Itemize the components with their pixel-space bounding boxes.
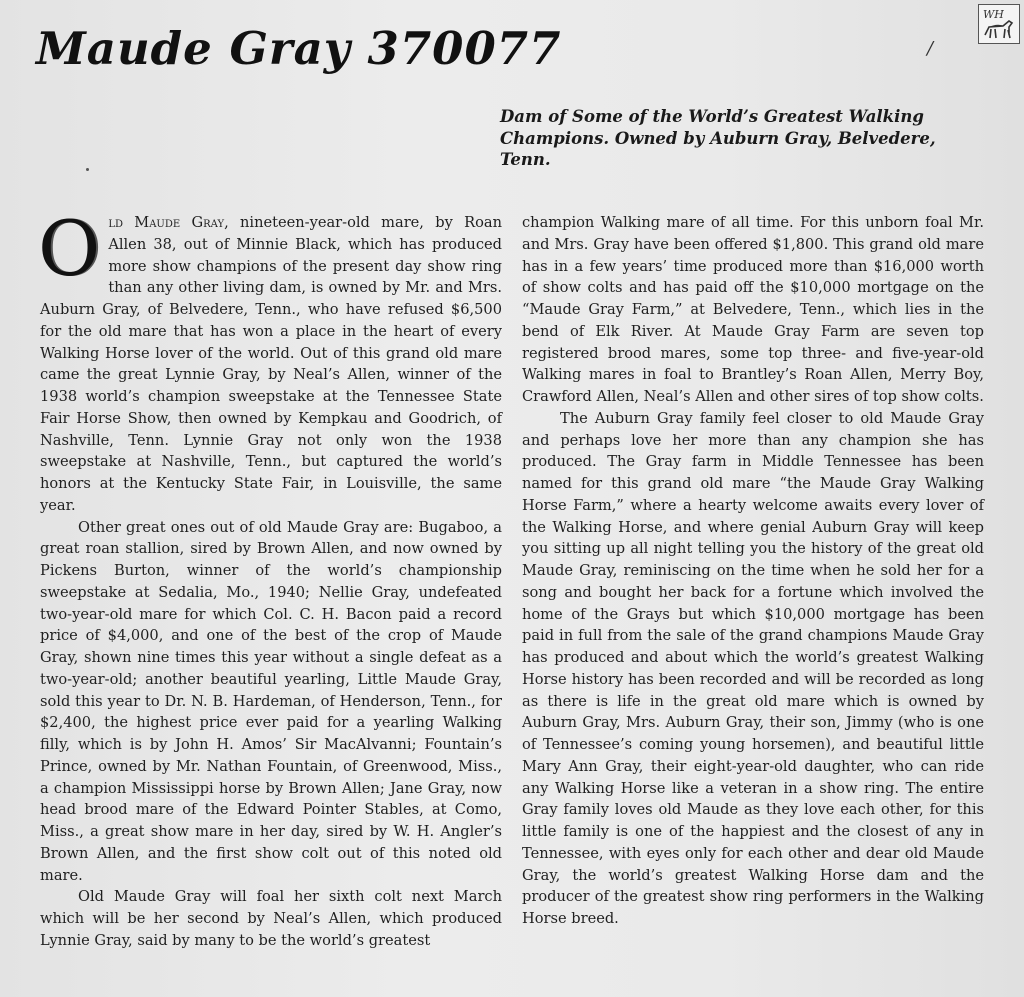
horse-logo-icon (978, 4, 1020, 44)
paragraph-3-start: Old Maude Gray will foal her sixth colt next March which will be her second by Neal’s Allen, which produced Lynnie Gray, said by many to be the world’s greatest (40, 888, 502, 949)
logo-text: WH (983, 8, 1004, 21)
article-title: Maude Gray 370077 (36, 22, 562, 75)
article-subtitle: Dam of Some of the World’s Greatest Walking Champions. Owned by Auburn Gray, Belvedere, Tenn. (500, 107, 936, 169)
left-column (38, 204, 502, 952)
paragraph-1 (38, 204, 502, 517)
right-column (522, 212, 984, 930)
lead-in-smallcaps: ld Maude Gray, (108, 214, 229, 231)
paragraph-3-continued: champion Walking mare of all time. For this unborn foal Mr. and Mrs. Gray have been offered $1,800. This grand old mare has in a few years’ time produced more than $16,000 worth of show colts and has paid off the $10,000 mortgage on the “Maude Gray Farm,” at Belvedere, Tenn., which lies in the bend of Elk River. At Maude Gray Farm are seven top registered brood mares, some top three- and five-year-old Walking mares in foal to Brantley’s Roan Allen, Merry Boy, Crawford Allen, Neal’s Allen and other sires of top show colts. (522, 214, 984, 405)
paragraph-1-text: nineteen-year-old mare, by Roan Allen 38, out of Minnie Black, which has produced more show champions of the present day show ring than any other living dam, is owned by Mr. and Mrs. Auburn Gray, of Belvedere, Tenn., who have refused $6,500 for the old mare that has won a place in the heart of every Walking Horse lover of the world. Out of this grand old mare came the great Lynnie Gray, by Neal’s Allen, winner of the 1938 world’s champion sweepstake at the Tennessee State Fair Horse Show, then owned by Kempkau and Goodrich, of Nashville, Tenn. Lynnie Gray not only won the 1938 sweepstake at Nashville, Tenn., but captured the world’s honors at the Kentucky State Fair, in Louisville, the same year. (40, 214, 502, 514)
margin-mark: / (927, 38, 934, 59)
speck (86, 168, 89, 171)
paragraph-2: Other great ones out of old Maude Gray are: Bugaboo, a great roan stallion, sired by Brown Allen, and now owned by Pickens Burton, winner of the world’s championship sweepstake at Sedalia, Mo., 1940; Nellie Gray, undefeated two-year-old mare for which Col. C. H. Bacon paid a record price of $4,000, and one of the best of the crop of Maude Gray, shown nine times this year without a single defeat as a two-year-old; another beautiful yearling, Little Maude Gray, sold this year to Dr. N. B. Hardeman, of Henderson, Tenn., for $2,400, the highest price ever paid for a yearling Walking filly, which is by John H. Amos’ Sir MacAlvanni; Fountain’s Prince, owned by Mr. Nathan Fountain, of Greenwood, Miss., a champion Mississippi horse by Brown Allen; Jane Gray, now head brood mare of the Edward Pointer Stables, at Como, Miss., a great show mare in her day, sired by W. H. Angler’s Brown Allen, and the first show colt out of this noted old mare. (40, 518, 502, 884)
drop-cap: O (38, 204, 101, 293)
paragraph-4: The Auburn Gray family feel closer to old Maude Gray and perhaps love her more than any champion she has produced. The Gray farm in Middle Tennessee has been named for this grand old mare “the Maude Gray Walking Horse Farm,” where a hearty welcome awaits every lover of the Walking Horse, and where genial Auburn Gray will keep you sitting up all night telling you the history of the great old Maude Gray, reminiscing on the time when he sold her for a song and bought her back for a fortune which involved the home of the Grays but which $10,000 mortgage has been paid in full from the sale of the grand champions Maude Gray has produced and about which the world’s greatest Walking Horse history has been recorded and will be recorded as long as there is life in the great old mare which is owned by Auburn Gray, Mrs. Auburn Gray, their son, Jimmy (who is one of Tennessee’s coming young horsemen), and beautiful little Mary Ann Gray, their eight-year-old daughter, who can ride any Walking Horse like a veteran in a show ring. The entire Gray family loves old Maude as they love each other, for this little family is one of the happiest and the closest of any in Tennessee, with eyes only for each other and dear old Maude Gray, the world’s greatest Walking Horse dam and the producer of the greatest show ring performers in the Walking Horse breed. (522, 409, 984, 927)
